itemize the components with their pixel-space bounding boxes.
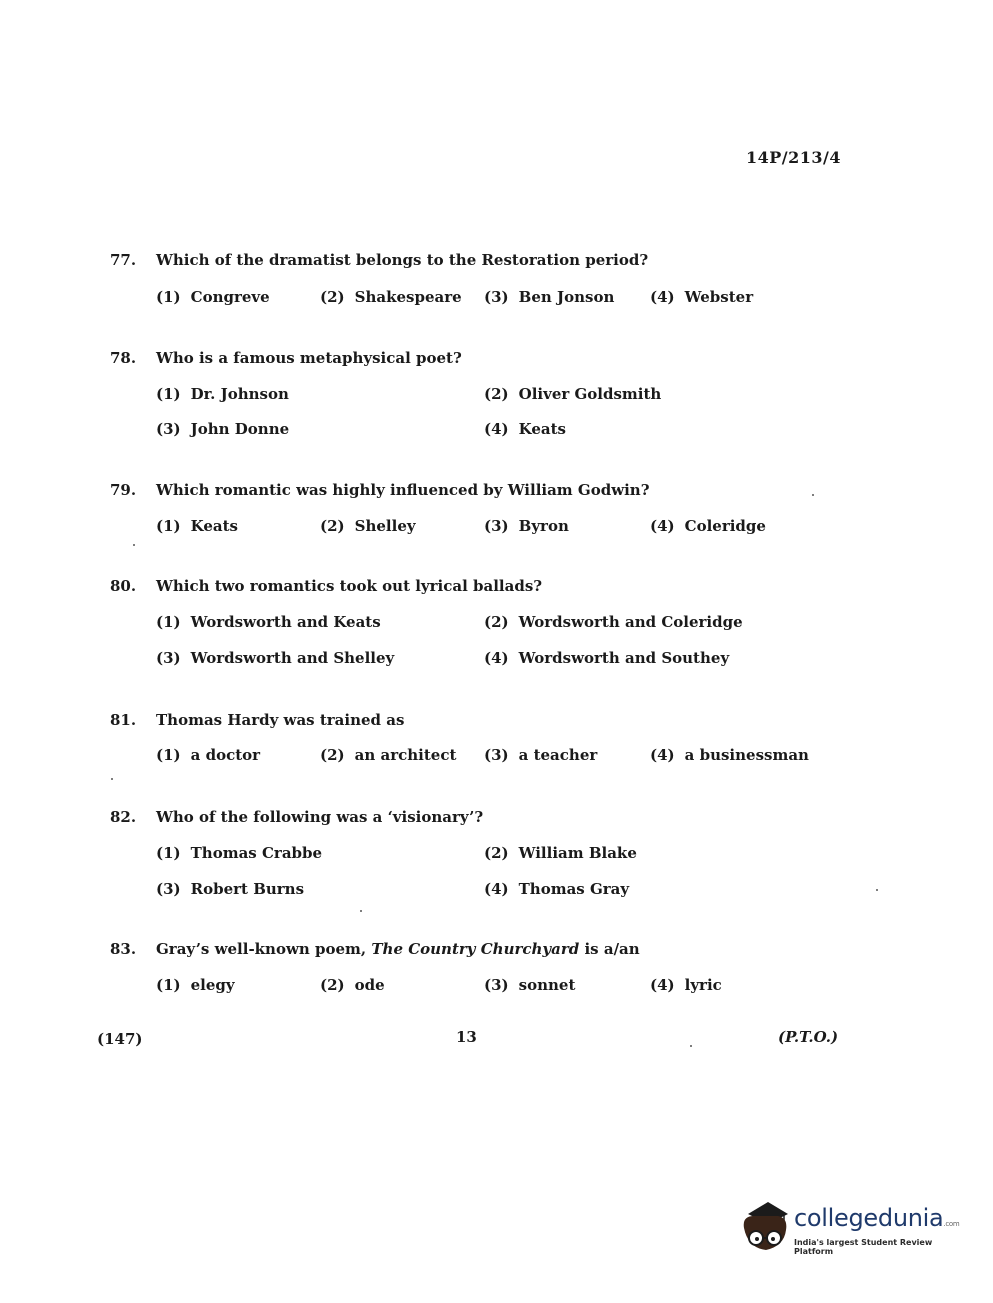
option (320, 288, 462, 306)
option-number: (2) (484, 385, 509, 403)
option (650, 517, 766, 535)
option (156, 288, 270, 306)
question-text: Which two romantics took out lyrical ballads? (156, 577, 543, 595)
option-number: (4) (484, 420, 509, 438)
option (156, 746, 260, 764)
option-text: Keats (190, 517, 238, 535)
option-number: (2) (320, 288, 345, 306)
question-text-after: is a/an (579, 940, 640, 958)
question-text: Who of the following was a ‘visionary’? (156, 808, 484, 826)
question-number: 77. (110, 251, 137, 269)
option-number: (4) (650, 517, 675, 535)
option-text: ode (354, 976, 385, 994)
option (320, 517, 416, 535)
option-number: (3) (484, 288, 509, 306)
option-number: (3) (484, 517, 509, 535)
option-text: a doctor (190, 746, 261, 764)
question-number: 81. (110, 711, 137, 729)
option-number: (1) (156, 288, 181, 306)
question-text: Thomas Hardy was trained as (156, 711, 405, 729)
option-number: (3) (484, 976, 509, 994)
page-number: 13 (456, 1028, 477, 1046)
option-text: Keats (518, 420, 566, 438)
option (156, 844, 322, 862)
option-number: (4) (650, 976, 675, 994)
option (484, 288, 614, 306)
option-number: (4) (484, 649, 509, 667)
option-text: Byron (518, 517, 569, 535)
option (156, 420, 289, 438)
question-text: Which of the dramatist belongs to the Restoration period? (156, 251, 649, 269)
footer-code: (147) (97, 1030, 143, 1048)
option (650, 288, 753, 306)
question-number: 83. (110, 940, 137, 958)
option-text: Robert Burns (190, 880, 305, 898)
option (320, 976, 385, 994)
option (484, 880, 629, 898)
option-text: Thomas Crabbe (190, 844, 323, 862)
option-text: sonnet (518, 976, 576, 994)
option (650, 976, 722, 994)
option (484, 385, 661, 403)
option-text: Oliver Goldsmith (518, 385, 662, 403)
option-text: Shelley (354, 517, 416, 535)
question-text: Who is a famous metaphysical poet? (156, 349, 462, 367)
option-number: (4) (650, 746, 675, 764)
option-number: (3) (156, 649, 181, 667)
option (156, 976, 235, 994)
option-number: (3) (156, 420, 181, 438)
option-text: John Donne (190, 420, 290, 438)
option-number: (3) (484, 746, 509, 764)
option-text: Wordsworth and Southey (518, 649, 730, 667)
question-text-before: Gray’s well-known poem, (156, 940, 372, 958)
option-text: a businessman (684, 746, 809, 764)
option-number: (1) (156, 746, 181, 764)
option-number: (3) (156, 880, 181, 898)
option (484, 517, 569, 535)
option (156, 385, 289, 403)
logo-wordmark: collegedunia.com (794, 1204, 960, 1232)
option-text: Ben Jonson (518, 288, 615, 306)
option-text: Dr. Johnson (190, 385, 289, 403)
scan-speck (876, 889, 878, 891)
collegedunia-logo (738, 1198, 963, 1258)
option (484, 420, 566, 438)
option (484, 746, 597, 764)
option-number: (4) (484, 880, 509, 898)
option-number: (1) (156, 385, 181, 403)
scan-speck (133, 544, 135, 546)
scan-speck (690, 1045, 692, 1047)
option-number: (4) (650, 288, 675, 306)
pto-note: (P.T.O.) (778, 1028, 839, 1046)
question-number: 79. (110, 481, 137, 499)
option-text: Shakespeare (354, 288, 462, 306)
option (320, 746, 456, 764)
option-number: (2) (320, 976, 345, 994)
option (156, 517, 238, 535)
option (484, 844, 637, 862)
option (650, 746, 809, 764)
question-number: 80. (110, 577, 137, 595)
option-text: Thomas Gray (518, 880, 630, 898)
question-text: Which romantic was highly influenced by William Godwin? (156, 481, 650, 499)
option-number: (2) (484, 613, 509, 631)
option-text: Wordsworth and Shelley (190, 649, 395, 667)
question-number: 78. (110, 349, 137, 367)
mascot-icon (738, 1198, 792, 1258)
option (156, 613, 381, 631)
option-text: lyric (684, 976, 722, 994)
option-text: William Blake (518, 844, 637, 862)
option (156, 649, 394, 667)
option-text: Congreve (190, 288, 270, 306)
option-text: Coleridge (684, 517, 766, 535)
option-number: (2) (484, 844, 509, 862)
option-number: (1) (156, 976, 181, 994)
option (156, 880, 304, 898)
scan-speck (812, 494, 814, 496)
option-number: (2) (320, 517, 345, 535)
option-text: Webster (684, 288, 754, 306)
option-number: (1) (156, 517, 181, 535)
paper-code: 14P/213/4 (746, 148, 842, 167)
option (484, 613, 743, 631)
option (484, 976, 575, 994)
scan-speck (360, 910, 362, 912)
option-number: (1) (156, 844, 181, 862)
option-text: Wordsworth and Coleridge (518, 613, 743, 631)
option-text: elegy (190, 976, 235, 994)
poem-title: The Country Churchyard (371, 940, 580, 958)
option-number: (2) (320, 746, 345, 764)
option (484, 649, 729, 667)
option-number: (1) (156, 613, 181, 631)
question-text (156, 940, 640, 958)
logo-tagline: India's largest Student Review Platform (794, 1238, 933, 1256)
option-text: Wordsworth and Keats (190, 613, 381, 631)
option-text: a teacher (518, 746, 598, 764)
question-number: 82. (110, 808, 137, 826)
option-text: an architect (354, 746, 457, 764)
scan-speck (111, 778, 113, 780)
